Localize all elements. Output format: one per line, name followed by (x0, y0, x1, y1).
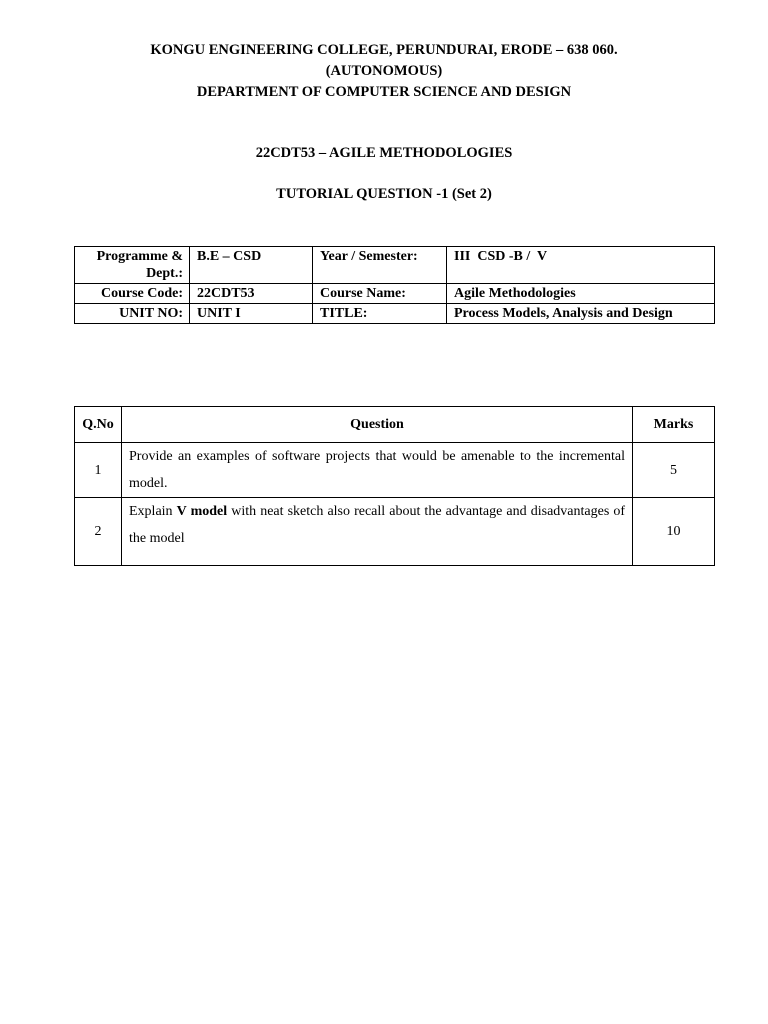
year-value: III CSD -B / V (447, 247, 715, 284)
question-marks: 5 (633, 443, 715, 498)
programme-label: Programme & Dept.: (75, 247, 190, 284)
question-row-1 (75, 443, 715, 498)
title-value: Process Models, Analysis and Design (447, 304, 715, 324)
college-name: KONGU ENGINEERING COLLEGE, PERUNDURAI, ERODE – 638 060. (150, 42, 618, 58)
autonomous-label: (AUTONOMOUS) (325, 63, 443, 79)
question-row-2 (75, 498, 715, 566)
course-name-label: Course Name: (313, 284, 447, 304)
question-number: 2 (75, 498, 122, 566)
question-header: Question (122, 407, 633, 443)
info-row-course (75, 284, 715, 304)
v-model-term: V model (176, 504, 228, 519)
question-text-part: Explain (129, 504, 177, 519)
question-text: Provide an examples of software projects that would be amenable to the incremental model. (122, 443, 633, 498)
question-number: 1 (75, 443, 122, 498)
unit-value: UNIT I (190, 304, 313, 324)
course-title: 22CDT53 – AGILE METHODOLOGIES (255, 145, 513, 161)
unit-label: UNIT NO: (75, 304, 190, 324)
info-row-programme (75, 247, 715, 284)
title-label: TITLE: (313, 304, 447, 324)
course-info-table (74, 246, 715, 324)
question-text (122, 498, 633, 566)
question-marks: 10 (633, 498, 715, 566)
department-name: DEPARTMENT OF COMPUTER SCIENCE AND DESIGN (196, 84, 572, 100)
course-code-label: Course Code: (75, 284, 190, 304)
qno-header: Q.No (75, 407, 122, 443)
marks-header: Marks (633, 407, 715, 443)
info-row-unit (75, 304, 715, 324)
questions-header-row (75, 407, 715, 443)
course-name-value: Agile Methodologies (447, 284, 715, 304)
tutorial-title: TUTORIAL QUESTION -1 (Set 2) (276, 186, 492, 202)
year-label: Year / Semester: (313, 247, 447, 284)
programme-value: B.E – CSD (190, 247, 313, 284)
course-code-value: 22CDT53 (190, 284, 313, 304)
question-text-part: with neat sketch also recall about the advantage and disadvantages of the model (129, 504, 626, 546)
questions-table (74, 406, 715, 566)
